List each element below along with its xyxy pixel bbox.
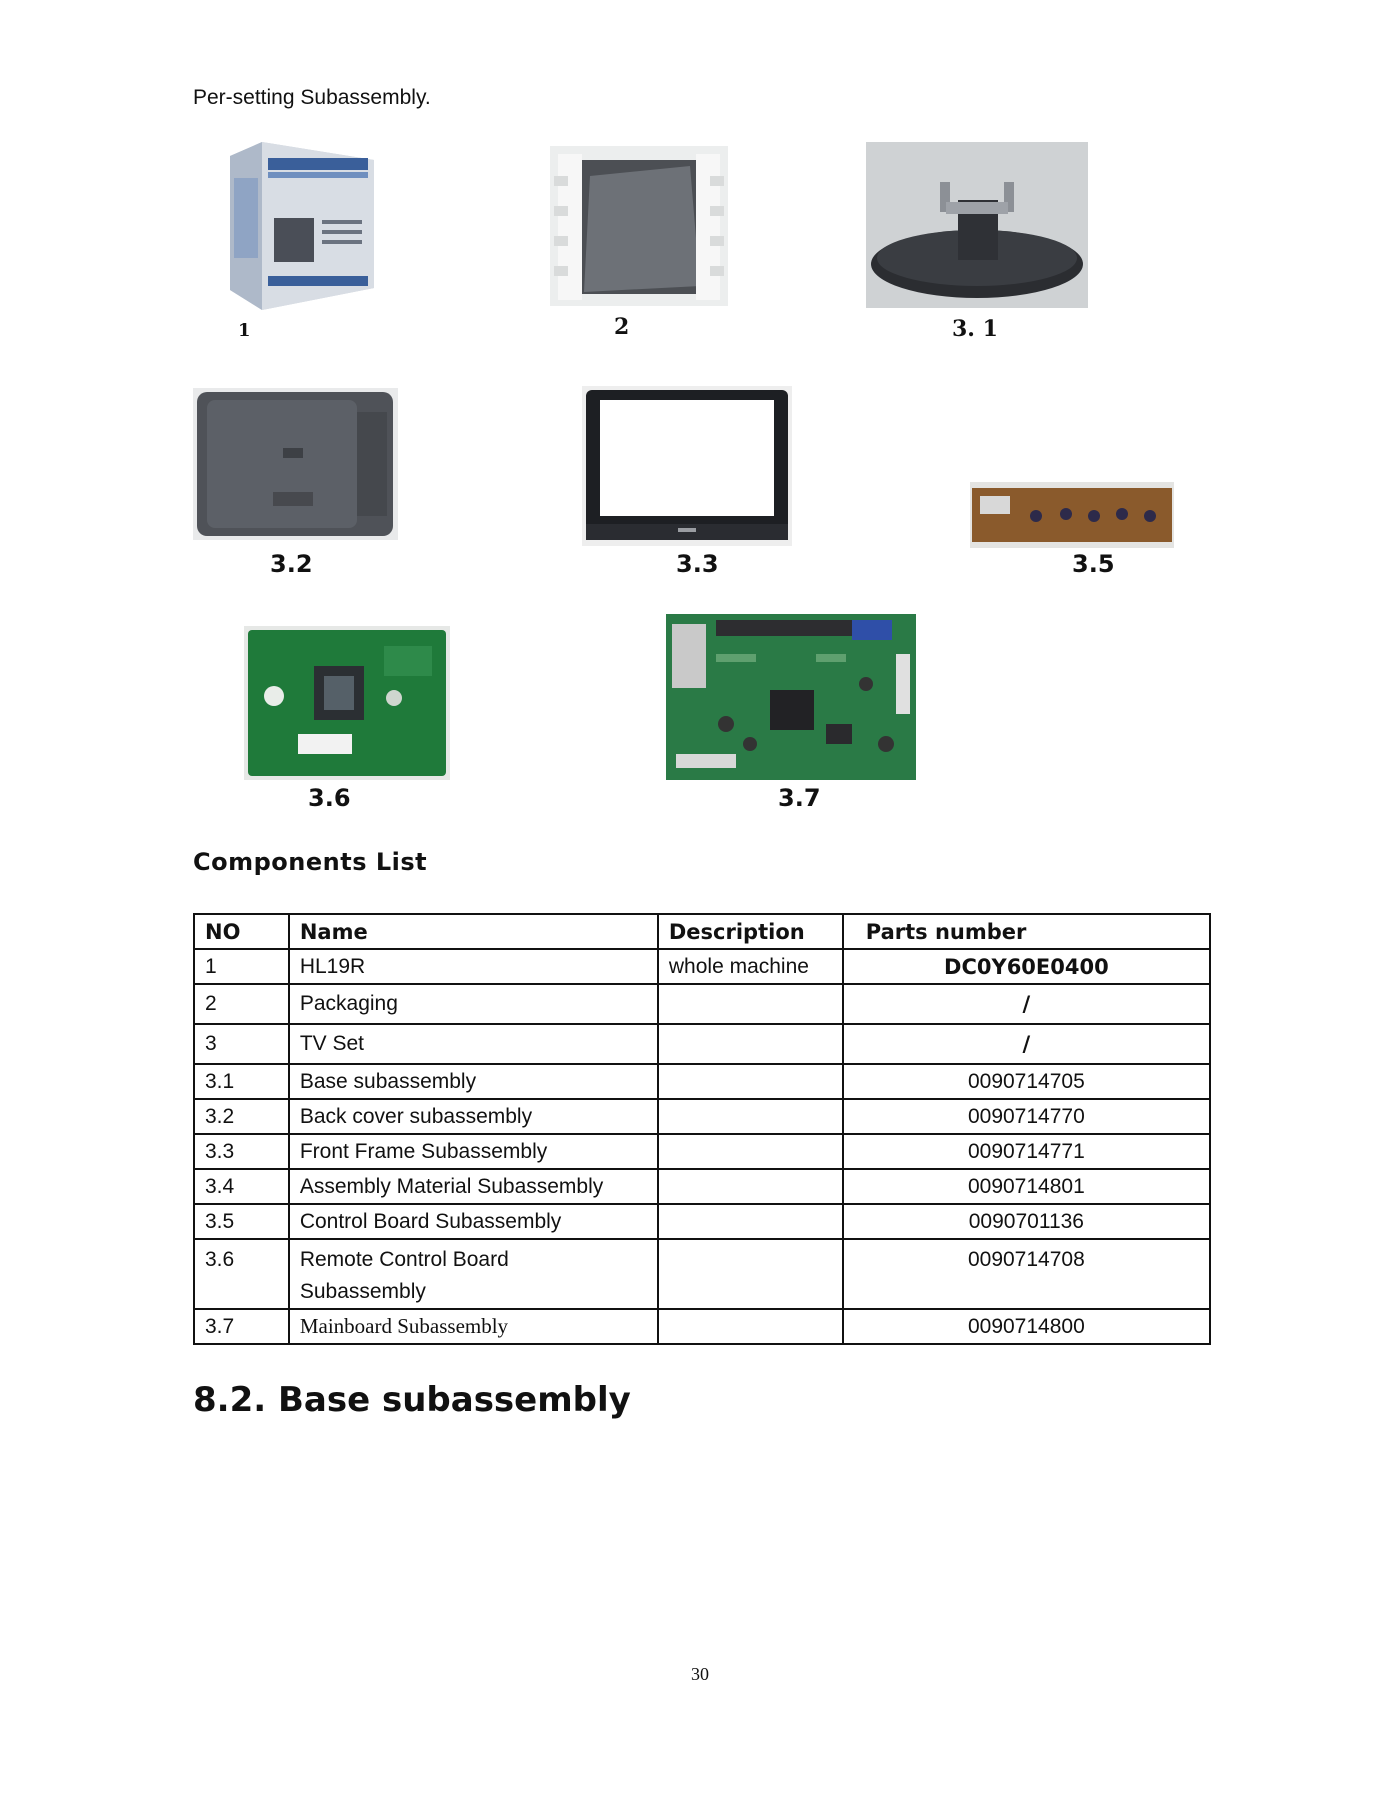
- figure-label-3-3: 3.3: [676, 550, 719, 578]
- table-row: [194, 1169, 1210, 1204]
- cell-description: [658, 1309, 843, 1344]
- cell-name-line-1: Remote Control Board: [299, 1248, 509, 1271]
- cell-parts-number: 0090714801: [843, 1169, 1210, 1204]
- figure-label-3-2: 3.2: [270, 550, 313, 578]
- section-heading: 8.2. Base subassembly: [193, 1380, 631, 1420]
- figure-label-3-6: 3.6: [308, 784, 351, 812]
- front-frame-photo: [582, 386, 792, 546]
- figure-label-3-5: 3.5: [1072, 550, 1115, 578]
- cell-name: Front Frame Subassembly: [289, 1134, 658, 1169]
- table-row: [194, 1204, 1210, 1239]
- cell-parts-number: 0090701136: [843, 1204, 1210, 1239]
- table-row: [194, 1064, 1210, 1099]
- remote-board-photo: [244, 626, 450, 780]
- table-row: [194, 1134, 1210, 1169]
- figure-label-3-7: 3.7: [778, 784, 821, 812]
- cell-description: [658, 1134, 843, 1169]
- cell-parts-number: DC0Y60E0400: [843, 949, 1210, 984]
- mainboard-photo: [666, 614, 916, 780]
- figure-label-1: 1: [238, 320, 251, 341]
- control-board-photo: [970, 482, 1174, 548]
- figure-label-2: 2: [614, 314, 630, 340]
- cell-no: 3.4: [194, 1169, 289, 1204]
- cell-name: [289, 1239, 658, 1309]
- cell-no: 2: [194, 984, 289, 1024]
- cell-name: Assembly Material Subassembly: [289, 1169, 658, 1204]
- cell-description: [658, 1169, 843, 1204]
- base-stand-photo: [866, 142, 1088, 308]
- header-no: NO: [194, 914, 289, 949]
- cell-parts-number: 0090714771: [843, 1134, 1210, 1169]
- cell-description: [658, 1239, 843, 1309]
- table-row: [194, 949, 1210, 984]
- cell-name: Back cover subassembly: [289, 1099, 658, 1134]
- cell-parts-number: /: [843, 1024, 1210, 1064]
- components-list-heading: Components List: [193, 848, 428, 876]
- cell-description: [658, 1024, 843, 1064]
- cell-name: Control Board Subassembly: [289, 1204, 658, 1239]
- cell-parts-number: 0090714800: [843, 1309, 1210, 1344]
- cell-no: 1: [194, 949, 289, 984]
- cell-no: 3.1: [194, 1064, 289, 1099]
- table-row: [194, 984, 1210, 1024]
- cell-no: 3: [194, 1024, 289, 1064]
- cell-name: Mainboard Subassembly: [289, 1309, 658, 1344]
- cell-parts-number: 0090714708: [843, 1239, 1210, 1309]
- table-row: [194, 1099, 1210, 1134]
- header-name: Name: [289, 914, 658, 949]
- table-row: [194, 1239, 1210, 1309]
- cell-parts-number: 0090714770: [843, 1099, 1210, 1134]
- cell-no: 3.6: [194, 1239, 289, 1309]
- cell-parts-number: 0090714705: [843, 1064, 1210, 1099]
- intro-text: Per-setting Subassembly.: [193, 86, 431, 109]
- header-parts-number: Parts number: [843, 914, 1210, 949]
- page-number: 30: [691, 1664, 709, 1684]
- cell-name: HL19R: [289, 949, 658, 984]
- cell-name: Packaging: [289, 984, 658, 1024]
- header-description: Description: [658, 914, 843, 949]
- cell-parts-number: /: [843, 984, 1210, 1024]
- table-row: [194, 1024, 1210, 1064]
- cell-description: [658, 1204, 843, 1239]
- cell-description: [658, 1064, 843, 1099]
- foam-photo: [550, 146, 728, 306]
- cell-description: [658, 984, 843, 1024]
- cell-no: 3.2: [194, 1099, 289, 1134]
- cell-no: 3.3: [194, 1134, 289, 1169]
- cell-no: 3.5: [194, 1204, 289, 1239]
- back-cover-photo: [193, 388, 398, 540]
- cell-description: whole machine: [658, 949, 843, 984]
- box-photo: [222, 138, 382, 314]
- table-header-row: [194, 914, 1210, 949]
- table-row: [194, 1309, 1210, 1344]
- cell-name: Base subassembly: [289, 1064, 658, 1099]
- cell-name-line-2: Subassembly: [299, 1280, 426, 1303]
- cell-no: 3.7: [194, 1309, 289, 1344]
- cell-name: TV Set: [289, 1024, 658, 1064]
- figure-label-3-1: 3. 1: [952, 316, 998, 342]
- components-table: [193, 913, 1211, 1345]
- cell-description: [658, 1099, 843, 1134]
